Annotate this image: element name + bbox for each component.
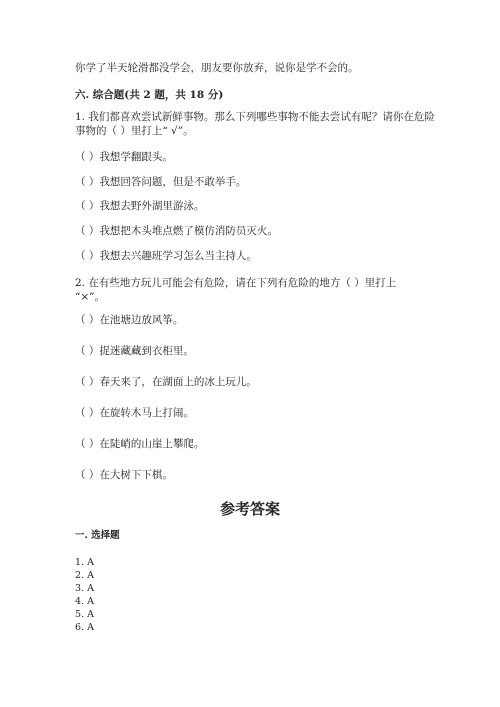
q2-item: （ ）捉迷藏藏到衣柜里。: [75, 345, 194, 357]
q1-line2: 事物的（ ）里打上“ √”。: [75, 125, 194, 137]
answer-item: 4. A: [75, 596, 94, 607]
q1-line1: 1. 我们都喜欢尝试新鲜事物。那么下列哪些事物不能去尝试有呢？请你在危险: [75, 111, 435, 123]
q2-item: （ ）在大树下下棋。: [75, 469, 173, 481]
q2-item: （ ）在陡峭的山崖上攀爬。: [75, 438, 205, 450]
q2-item: （ ）春天来了，在湖面上的冰上玩儿。: [75, 376, 257, 388]
answer-item: 5. A: [75, 609, 94, 620]
q1-item: （ ）我想把木头堆点燃了模仿消防员灭火。: [75, 225, 278, 237]
answer-item: 2. A: [75, 570, 94, 581]
q1-item: （ ）我想回答问题，但是不敢举手。: [75, 176, 247, 188]
q1-item: （ ）我想去兴趣班学习怎么当主持人。: [75, 250, 257, 262]
q2-item: （ ）在池塘边放风筝。: [75, 314, 184, 326]
answers-title: 参考答案: [219, 500, 280, 518]
q1-item: （ ）我想去野外湖里游泳。: [75, 200, 205, 212]
q2-line1: 2. 在有些地方玩儿可能会有危险，请在下列有危险的地方（ ）里打上: [75, 277, 397, 289]
q1-item: （ ）我想学翻跟头。: [75, 151, 173, 163]
answer-item: 6. A: [75, 622, 94, 633]
intro-tail-line: 你学了半天轮滑都没学会，朋友要你放弃，说你是学不会的。: [75, 62, 359, 74]
q2-line2: “×”。: [75, 291, 106, 303]
answer-item: 1. A: [75, 557, 94, 568]
section6-heading: 六. 综合题(共 2 题，共 18 分): [75, 89, 224, 101]
answers-section1-heading: 一. 选择题: [75, 530, 120, 541]
answer-item: 3. A: [75, 583, 94, 594]
q2-item: （ ）在旋转木马上打闹。: [75, 407, 194, 419]
